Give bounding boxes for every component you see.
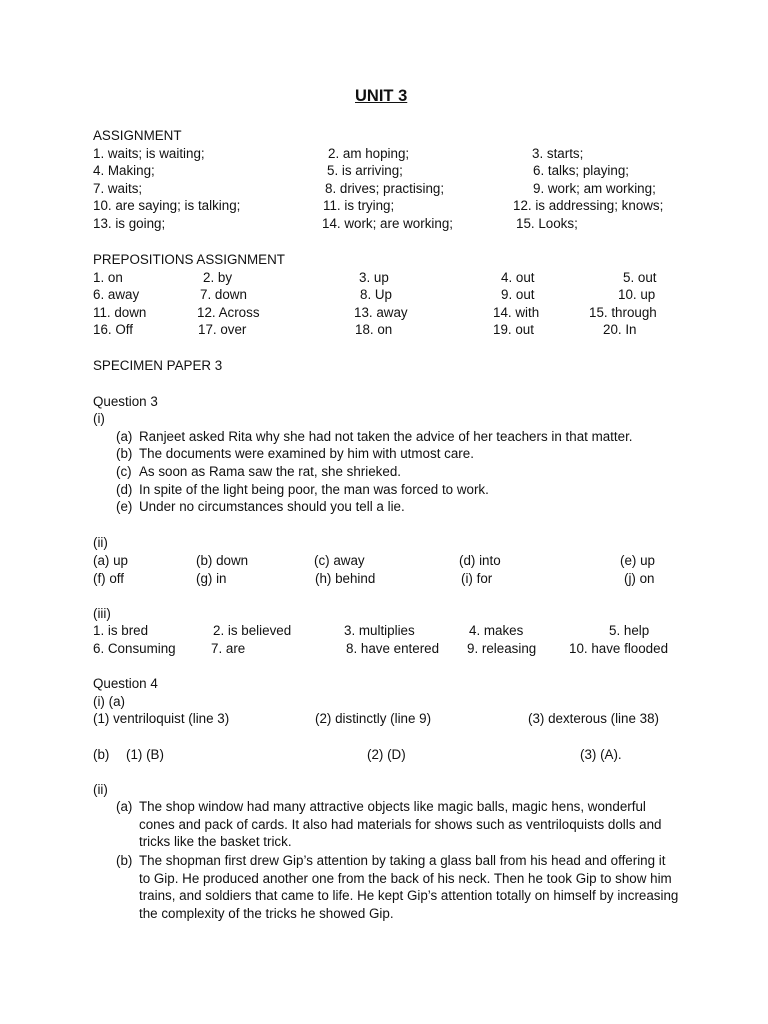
prep-7: 7. down <box>200 287 247 302</box>
q4-part2-label: (ii) <box>93 782 108 797</box>
assignment-10: 10. are saying; is talking; <box>93 198 241 213</box>
prep-17: 17. over <box>198 322 247 337</box>
page-title: UNIT 3 <box>355 87 408 105</box>
item-text: The shopman first drew Gip’s attention by taking a glass ball from his head and offering it to Gip. He produced another one from the back of his neck. Then he took Gip to show him trains, and soldiers that came to life. He kept Gip’s attention totally on himself by increasing the complexity of the tricks he showed Gip. <box>139 853 679 921</box>
item-text: As soon as Rama saw the rat, she shrieked. <box>139 464 401 479</box>
prep-10: 10. up <box>618 287 656 302</box>
q3-iii-7: 7. are <box>211 641 246 656</box>
assignment-3: 3. starts; <box>532 146 584 161</box>
assignment-8: 8. drives; practising; <box>325 181 445 196</box>
assignment-5: 5. is arriving; <box>327 163 403 178</box>
prep-16: 16. Off <box>93 322 133 337</box>
item-label: (d) <box>116 482 133 497</box>
q4-ib-3: (3) (A). <box>580 747 622 762</box>
prep-13: 13. away <box>354 305 408 320</box>
q4-part1-label: (i) (a) <box>93 694 125 709</box>
item-label: (e) <box>116 499 133 514</box>
q3-iii-4: 4. makes <box>469 623 524 638</box>
q3-part1-label: (i) <box>93 411 105 426</box>
assignment-9: 9. work; am working; <box>533 181 656 196</box>
q3-part3-label: (iii) <box>93 606 111 621</box>
assignment-13: 13. is going; <box>93 216 166 231</box>
item-label: (a) <box>116 799 133 814</box>
item-label: (c) <box>116 464 132 479</box>
q3-ii-j: (j) on <box>624 571 655 586</box>
q3-ii-a: (a) up <box>93 553 128 568</box>
assignment-6: 6. talks; playing; <box>533 163 630 178</box>
q3-iii-3: 3. multiplies <box>344 623 415 638</box>
q3-ii-d: (d) into <box>459 553 501 568</box>
prep-5: 5. out <box>623 270 657 285</box>
item-text: Ranjeet asked Rita why she had not taken the advice of her teachers in that matter. <box>139 429 633 444</box>
q4-ia-2: (2) distinctly (line 9) <box>315 711 432 726</box>
prep-4: 4. out <box>501 270 535 285</box>
q3-ii-i: (i) for <box>461 571 493 586</box>
prep-19: 19. out <box>493 322 534 337</box>
item-text: Under no circumstances should you tell a lie. <box>139 499 405 514</box>
q3-ii-g: (g) in <box>196 571 227 586</box>
prep-1: 1. on <box>93 270 123 285</box>
assignment-12: 12. is addressing; knows; <box>513 198 664 213</box>
prep-15: 15. through <box>589 305 657 320</box>
assignment-15: 15. Looks; <box>516 216 578 231</box>
prep-6: 6. away <box>93 287 140 302</box>
item-text: In spite of the light being poor, the man was forced to work. <box>139 482 489 497</box>
q4-ia-1: (1) ventriloquist (line 3) <box>93 711 230 726</box>
prep-3: 3. up <box>359 270 389 285</box>
q3-iii-9: 9. releasing <box>467 641 537 656</box>
item-text: The documents were examined by him with utmost care. <box>139 446 474 461</box>
q3-iii-5: 5. help <box>609 623 650 638</box>
item-label: (b) <box>116 853 133 868</box>
q3-iii-2: 2. is believed <box>213 623 292 638</box>
assignment-11: 11. is trying; <box>323 198 395 213</box>
prep-18: 18. on <box>355 322 393 337</box>
prep-14: 14. with <box>493 305 540 320</box>
prep-8: 8. Up <box>360 287 393 302</box>
q4-ib-label: (b) <box>93 747 110 762</box>
q4-ib-2: (2) (D) <box>367 747 406 762</box>
specimen-heading: SPECIMEN PAPER 3 <box>93 358 223 373</box>
item-text: The shop window had many attractive objects like magic balls, magic hens, wonderful cones and pack of cards. It also had materials for shows such as ventriloquists dolls and tricks like the basket trick. <box>139 799 662 849</box>
q4-ia-3: (3) dexterous (line 38) <box>528 711 659 726</box>
q3-ii-b: (b) down <box>196 553 249 568</box>
prep-20: 20. In <box>603 322 637 337</box>
q3-heading: Question 3 <box>93 394 158 409</box>
prep-12: 12. Across <box>197 305 260 320</box>
assignment-7: 7. waits; <box>93 181 143 196</box>
q4-heading: Question 4 <box>93 676 158 691</box>
prep-11: 11. down <box>93 305 147 320</box>
assignment-4: 4. Making; <box>93 163 155 178</box>
prep-9: 9. out <box>501 287 535 302</box>
prep-2: 2. by <box>203 270 233 285</box>
q3-iii-8: 8. have entered <box>346 641 440 656</box>
prepositions-heading: PREPOSITIONS ASSIGNMENT <box>93 252 285 267</box>
assignment-heading: ASSIGNMENT <box>93 128 182 143</box>
q3-iii-10: 10. have flooded <box>569 641 669 656</box>
q3-part2-label: (ii) <box>93 535 108 550</box>
q3-iii-6: 6. Consuming <box>93 641 176 656</box>
item-label: (b) <box>116 446 133 461</box>
item-label: (a) <box>116 429 133 444</box>
assignment-1: 1. waits; is waiting; <box>93 146 205 161</box>
q3-ii-c: (c) away <box>314 553 365 568</box>
q3-ii-e: (e) up <box>620 553 655 568</box>
q4-ib-1: (1) (B) <box>126 747 164 762</box>
assignment-2: 2. am hoping; <box>328 146 410 161</box>
q3-ii-f: (f) off <box>93 571 125 586</box>
q3-iii-1: 1. is bred <box>93 623 149 638</box>
assignment-14: 14. work; are working; <box>322 216 453 231</box>
q3-ii-h: (h) behind <box>315 571 376 586</box>
